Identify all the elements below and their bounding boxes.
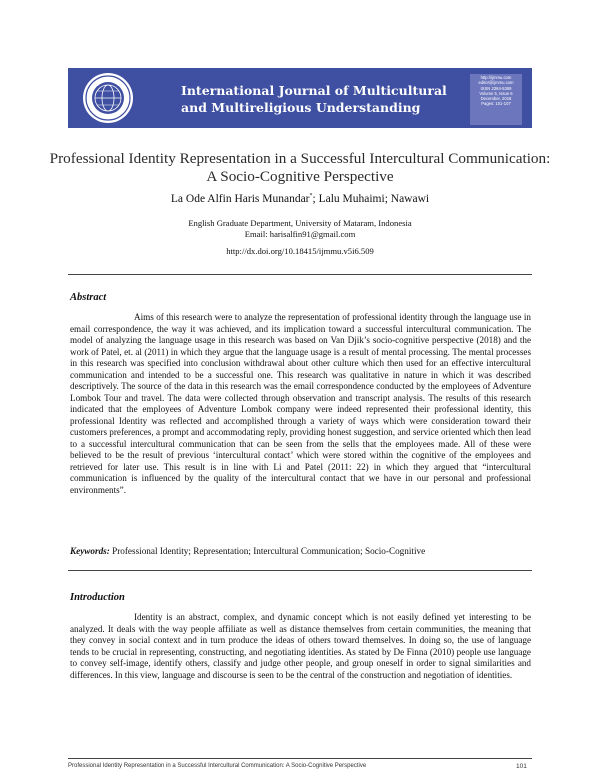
abstract-heading: Abstract [70, 292, 107, 303]
journal-info-box [470, 74, 522, 125]
journal-title [181, 82, 447, 116]
journal-pages: Pages: 101-107 [481, 101, 511, 107]
journal-title-line2: and Multireligious Understanding [181, 100, 421, 115]
abstract-body [70, 312, 531, 496]
introduction-body [70, 612, 531, 681]
author-affiliation [0, 218, 600, 239]
journal-volume: Volume 5, Issue 6 [479, 90, 513, 96]
keywords-line [70, 546, 425, 556]
paper-title-line1: Professional Identity Representation in a Successful Intercultural Communication: [49, 150, 551, 167]
introduction-heading: Introduction [70, 592, 125, 603]
journal-issn: ISSN 2364-5369 [480, 85, 512, 91]
keywords-text: Professional Identity; Representation; Intercultural Communication; Socio-Cognitive [109, 546, 426, 556]
first-author: La Ode Alfin Haris Munandar [170, 193, 310, 205]
journal-date: December, 2018 [480, 96, 512, 102]
journal-url[interactable]: http://ijmmu.com [480, 75, 512, 80]
keywords-label: Keywords: [70, 546, 110, 556]
journal-title-line1: International Journal of Multicultural [181, 83, 447, 98]
affiliation-text: English Graduate Department, University of Mataram, Indonesia [188, 218, 412, 228]
footer-divider [68, 758, 532, 759]
paper-title-line2: A Socio-Cognitive Perspective [206, 168, 394, 185]
page-number: 101 [516, 763, 527, 770]
introduction-paragraph: Identity is an abstract, complex, and dynamic concept which is not easily defined yet interesting to be analyzed. It deals with the way people affiliate as well as distance themselves from certain communities, the meaning that they convey in social context and in turn produce the ideas of others toward themselves. In doing so, the use of language tends to be crucial in representing, constructing, and negotiating identities. As stated by De Finna (2010) people use language to convey self-image, identify others, classify and judge other people, and group oneself in order to signal similarities and differences. In this view, language and discourse is seen to be the central of the construction and negotiation of identities. [70, 612, 531, 680]
paper-title [0, 150, 600, 186]
journal-banner [68, 68, 532, 128]
keywords-divider [68, 570, 532, 571]
corresponding-mark: * [309, 193, 313, 200]
top-divider [68, 274, 532, 275]
paper-authors [0, 193, 600, 205]
journal-email[interactable]: editor@ijmmu.com [478, 80, 514, 86]
journal-logo-icon [81, 71, 135, 125]
author-email[interactable]: Email: harisalfin91@gmail.com [244, 228, 356, 239]
running-title: Professional Identity Representation in a Successful Intercultural Communication: A Socio-Cognitive Perspective [68, 763, 367, 769]
co-authors: ; Lalu Muhaimi; Nawawi [312, 193, 430, 205]
abstract-paragraph: Aims of this research were to analyze the representation of professional identity through the language use in email correspondence, the way it was achieved, and its implication toward a successful intercultural communication. The model of analyzing the language usage in this research was based on Van Djik’s socio-cognitive perspective (2018) and the work of Patel, et. al (2011) in which they argue that the language usage is a result of mental processing. The mental processes in this research was specified into conclusion withdrawal about other culture which then used for an effective intercultural communication and intended to be a successful one. This research was qualitative in nature in which it was described descriptively. The source of the data in this research was the email correspondence conducted by the employees of Adventure Lombok Tour and travel. The data were collected through observation and transcript analysis. The results of this research indicated that the employees of Adventure Lombok company were indeed represented their professional identity, this professional Identity was reflected and accomplished through a variety of ways which were consideration toward their customers preferences, a prompt and accommodating reply, providing honest suggestion, and service oriented which then lead to a successful intercultural communication that can be seen from the sells that the employees made. All of these were believed to be the result of previous ‘intercultural contact’ which were stored within the cognitive of the employees and retrieved for later use. This result is in line with Li and Patel (2011: 22) in which they argued that “intercultural communication is influenced by the quality of the intercultural contact that we have in our personal and professional environments”. [70, 312, 531, 495]
doi-link[interactable]: http://dx.doi.org/10.18415/ijmmu.v5i6.509 [226, 246, 374, 256]
